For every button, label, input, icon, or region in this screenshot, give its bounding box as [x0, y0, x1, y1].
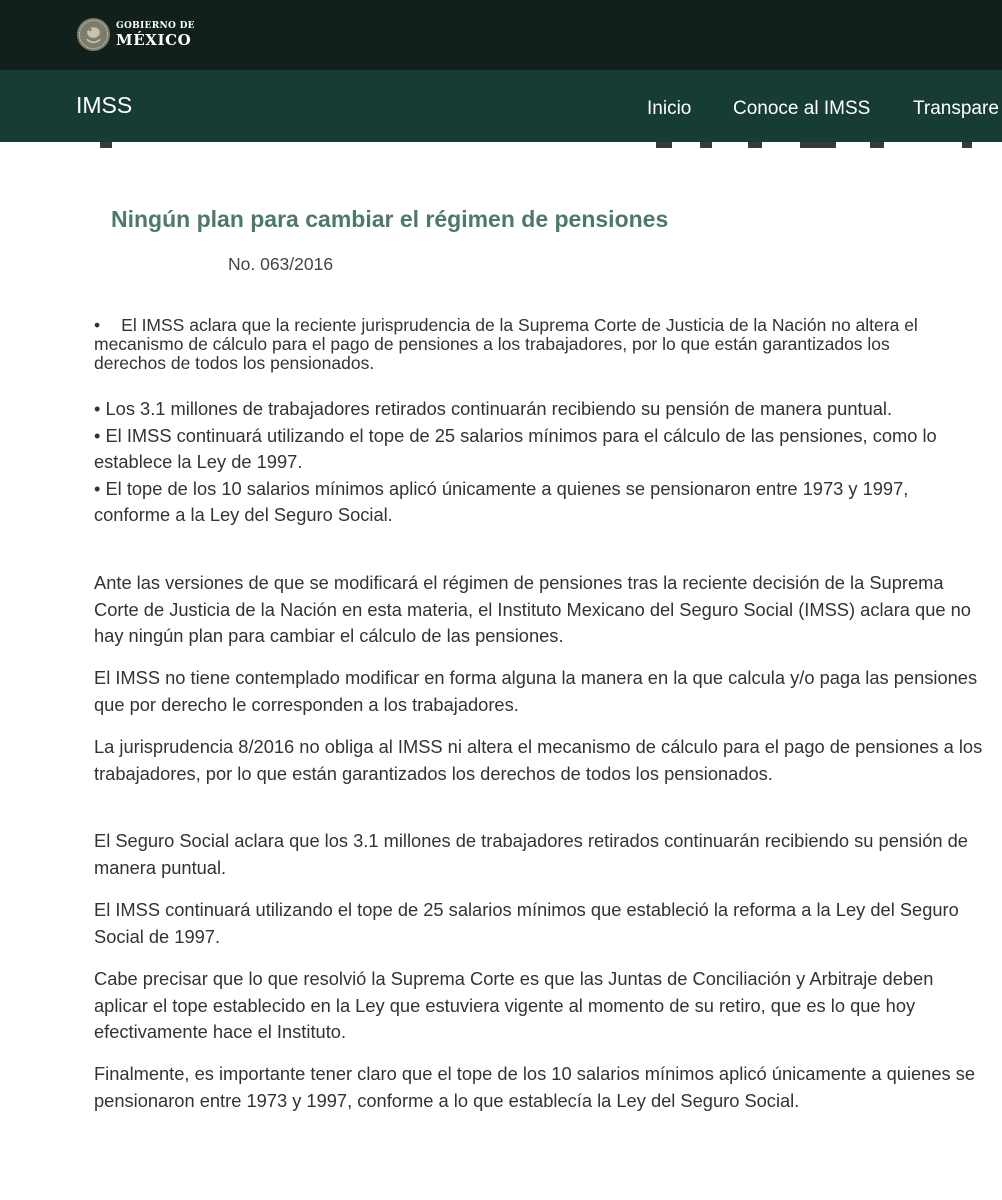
body-paragraph: El Seguro Social aclara que los 3.1 millones de trabajadores retirados continuarán recibiendo su pensión de manera puntual.: [94, 830, 968, 878]
lead-text: El IMSS aclara que la reciente jurisprudencia de la Suprema Corte de Justicia de la Nación no altera el mecanismo de cálculo para el pago de pensiones a los trabajadores, por lo que están garantizados los derechos de todos los pensionados.: [94, 315, 918, 373]
bullet-item: • El IMSS continuará utilizando el tope de 25 salarios mínimos para el cálculo de las pensiones, como lo establece la Ley de 1997.: [94, 424, 937, 472]
mexico-seal-icon: [76, 17, 111, 52]
clipped-text-remnant: [100, 142, 980, 148]
gobierno-de-mexico-logo[interactable]: [76, 17, 195, 52]
government-bar: [0, 0, 1002, 70]
body-paragraph: La jurisprudencia 8/2016 no obliga al IMSS ni altera el mecanismo de cálculo para el pago de pensiones a los trabajadores, por lo que están garantizados los derechos de todos los pensionados.: [94, 736, 983, 784]
body-paragraph: Finalmente, es importante tener claro que el tope de los 10 salarios mínimos aplicó únicamente a quienes se pensionaron entre 1973 y 1997, conforme a lo que establecía la Ley del Seguro Social.: [94, 1063, 976, 1111]
imss-brand-link[interactable]: IMSS: [76, 92, 133, 118]
gov-line-1: GOBIERNO DE: [116, 20, 195, 31]
nav-item-conoce-al-imss[interactable]: Conoce al IMSS: [733, 98, 871, 119]
body-paragraph: Ante las versiones de que se modificará el régimen de pensiones tras la reciente decisión de la Suprema Corte de Justicia de la Nación en esta materia, el Instituto Mexicano del Seguro Social (IMSS) aclara que no hay ningún plan para cambiar el cálculo de las pensiones.: [94, 572, 971, 646]
body-paragraph: El IMSS continuará utilizando el tope de 25 salarios mínimos que estableció la reforma a la Ley del Seguro Social de 1997.: [94, 899, 959, 947]
nav-item-transparencia[interactable]: Transpare: [913, 98, 999, 119]
main-navigation: [0, 70, 1002, 142]
body-paragraph: El IMSS no tiene contemplado modificar en forma alguna la manera en la que calcula y/o paga las pensiones que por derecho le corresponden a los trabajadores.: [94, 667, 978, 715]
body-paragraph: Cabe precisar que lo que resolvió la Suprema Corte es que las Juntas de Conciliación y Arbitraje deben aplicar el tope establecido en la Ley que estuviera vigente al momento de su retiro, que es lo que hoy efectivamente hace el Instituto.: [94, 968, 934, 1042]
nav-item-inicio[interactable]: Inicio: [647, 98, 692, 119]
gov-line-2: MÉXICO: [116, 30, 192, 49]
bullet-item: • Los 3.1 millones de trabajadores retirados continuarán recibiendo su pensión de manera puntual.: [94, 398, 893, 419]
lead-bullet-paragraph: [94, 316, 934, 373]
bullet-list: [94, 396, 986, 529]
release-number: No. 063/2016: [228, 254, 334, 274]
page-title: Ningún plan para cambiar el régimen de pensiones: [111, 206, 669, 232]
lead-bullet-mark: •: [94, 315, 101, 335]
bullet-item: • El tope de los 10 salarios mínimos aplicó únicamente a quienes se pensionaron entre 1973 y 1997, conforme a la Ley del Seguro Social.: [94, 477, 909, 525]
